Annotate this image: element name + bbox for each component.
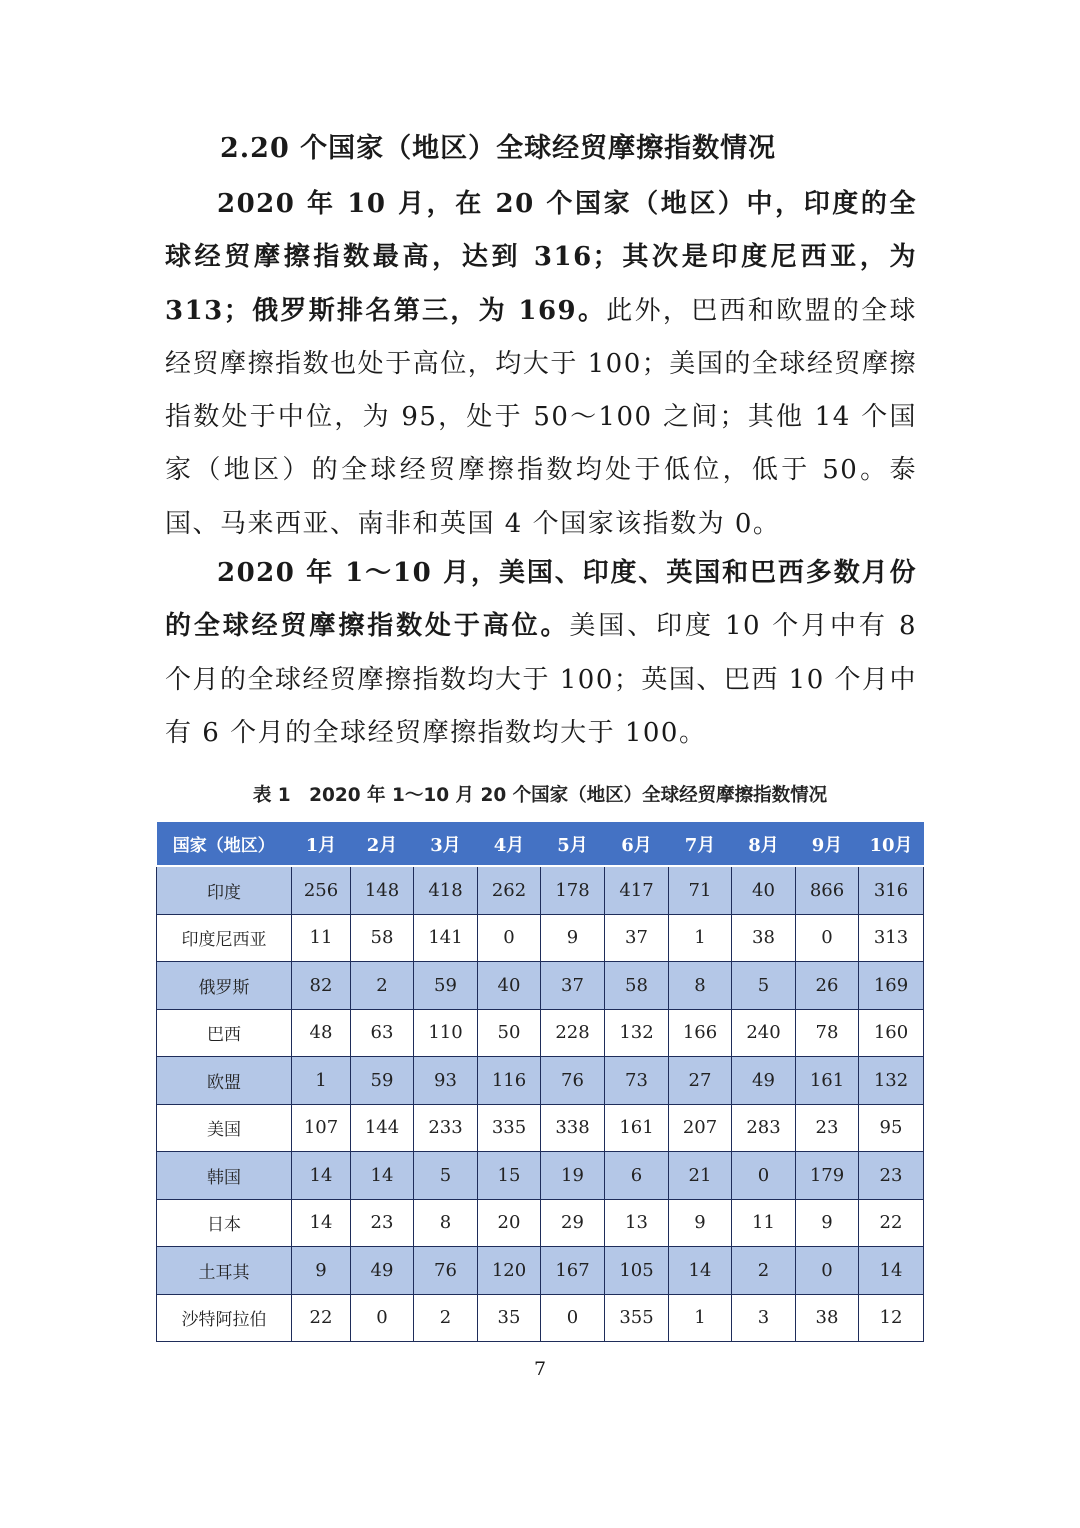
value-cell: 2 xyxy=(732,1247,796,1295)
country-cell: 韩国 xyxy=(157,1152,292,1200)
value-cell: 20 xyxy=(478,1199,541,1247)
value-cell: 283 xyxy=(732,1104,796,1152)
value-cell: 49 xyxy=(732,1057,796,1105)
value-cell: 63 xyxy=(351,1009,414,1057)
value-cell: 0 xyxy=(796,1247,859,1295)
value-cell: 9 xyxy=(541,914,605,962)
value-cell: 14 xyxy=(669,1247,732,1295)
value-cell: 29 xyxy=(541,1199,605,1247)
table-row xyxy=(157,1104,924,1152)
value-cell: 120 xyxy=(478,1247,541,1295)
value-cell: 2 xyxy=(351,962,414,1010)
value-cell: 59 xyxy=(414,962,478,1010)
value-cell: 5 xyxy=(414,1152,478,1200)
header-cell: 8月 xyxy=(732,822,796,866)
table-row xyxy=(157,1294,924,1342)
value-cell: 12 xyxy=(859,1294,924,1342)
table-row xyxy=(157,1247,924,1295)
value-cell: 8 xyxy=(414,1199,478,1247)
header-cell: 4月 xyxy=(478,822,541,866)
header-cell: 6月 xyxy=(605,822,669,866)
value-cell: 9 xyxy=(796,1199,859,1247)
table-row xyxy=(157,914,924,962)
value-cell: 132 xyxy=(859,1057,924,1105)
value-cell: 169 xyxy=(859,962,924,1010)
value-cell: 27 xyxy=(669,1057,732,1105)
country-cell: 欧盟 xyxy=(157,1057,292,1105)
value-cell: 23 xyxy=(796,1104,859,1152)
value-cell: 15 xyxy=(478,1152,541,1200)
value-cell: 22 xyxy=(859,1199,924,1247)
friction-index-table xyxy=(156,822,924,1342)
value-cell: 35 xyxy=(478,1294,541,1342)
value-cell: 11 xyxy=(732,1199,796,1247)
value-cell: 9 xyxy=(669,1199,732,1247)
value-cell: 58 xyxy=(351,914,414,962)
value-cell: 8 xyxy=(669,962,732,1010)
value-cell: 11 xyxy=(292,914,351,962)
value-cell: 107 xyxy=(292,1104,351,1152)
value-cell: 338 xyxy=(541,1104,605,1152)
value-cell: 116 xyxy=(478,1057,541,1105)
value-cell: 37 xyxy=(605,914,669,962)
country-cell: 巴西 xyxy=(157,1009,292,1057)
value-cell: 418 xyxy=(414,866,478,914)
value-cell: 0 xyxy=(351,1294,414,1342)
country-cell: 俄罗斯 xyxy=(157,962,292,1010)
value-cell: 0 xyxy=(541,1294,605,1342)
value-cell: 14 xyxy=(292,1152,351,1200)
paragraph-2-text: 美国、印度 10 个月中有 8 个月的全球经贸摩擦指数均大于 100；英国、巴西 10 个月中有 6 个月的全球经贸摩擦指数均大于 100。 xyxy=(165,611,918,748)
paragraph-1-bold: 2020 年 10 月，在 20 个国家（地区）中，印度的全球经贸摩擦指数最高，达到 316；其次是印度尼西亚，为 313；俄罗斯排名第三，为 169。 xyxy=(165,189,917,326)
value-cell: 313 xyxy=(859,914,924,962)
country-cell: 印度尼西亚 xyxy=(157,914,292,962)
value-cell: 207 xyxy=(669,1104,732,1152)
table-row xyxy=(157,866,924,914)
header-cell: 1月 xyxy=(292,822,351,866)
table-caption: 表 1 2020 年 1～10 月 20 个国家（地区）全球经贸摩擦指数情况 xyxy=(252,785,828,806)
country-cell: 沙特阿拉伯 xyxy=(157,1294,292,1342)
value-cell: 13 xyxy=(605,1199,669,1247)
table-row xyxy=(157,1199,924,1247)
table-body xyxy=(157,866,924,1342)
header-cell: 7月 xyxy=(669,822,732,866)
value-cell: 95 xyxy=(859,1104,924,1152)
value-cell: 40 xyxy=(478,962,541,1010)
value-cell: 161 xyxy=(796,1057,859,1105)
value-cell: 179 xyxy=(796,1152,859,1200)
value-cell: 19 xyxy=(541,1152,605,1200)
value-cell: 1 xyxy=(292,1057,351,1105)
value-cell: 38 xyxy=(732,914,796,962)
value-cell: 0 xyxy=(478,914,541,962)
value-cell: 335 xyxy=(478,1104,541,1152)
table-row xyxy=(157,1057,924,1105)
header-cell: 5月 xyxy=(541,822,605,866)
value-cell: 0 xyxy=(796,914,859,962)
value-cell: 38 xyxy=(796,1294,859,1342)
paragraph-2-bold: 2020 年 1～10 月，美国、印度、英国和巴西多数月份的全球经贸摩擦指数处于高位。 xyxy=(165,558,917,642)
value-cell: 1 xyxy=(669,914,732,962)
value-cell: 233 xyxy=(414,1104,478,1152)
value-cell: 82 xyxy=(292,962,351,1010)
value-cell: 49 xyxy=(351,1247,414,1295)
value-cell: 73 xyxy=(605,1057,669,1105)
value-cell: 76 xyxy=(414,1247,478,1295)
value-cell: 355 xyxy=(605,1294,669,1342)
value-cell: 148 xyxy=(351,866,414,914)
value-cell: 23 xyxy=(351,1199,414,1247)
value-cell: 256 xyxy=(292,866,351,914)
value-cell: 59 xyxy=(351,1057,414,1105)
header-cell: 国家（地区） xyxy=(157,822,292,866)
value-cell: 2 xyxy=(414,1294,478,1342)
value-cell: 6 xyxy=(605,1152,669,1200)
country-cell: 美国 xyxy=(157,1104,292,1152)
paragraph-2 xyxy=(165,547,917,760)
header-cell: 10月 xyxy=(859,822,924,866)
value-cell: 144 xyxy=(351,1104,414,1152)
value-cell: 40 xyxy=(732,866,796,914)
table-row xyxy=(157,1009,924,1057)
value-cell: 178 xyxy=(541,866,605,914)
value-cell: 262 xyxy=(478,866,541,914)
value-cell: 50 xyxy=(478,1009,541,1057)
value-cell: 228 xyxy=(541,1009,605,1057)
country-cell: 印度 xyxy=(157,866,292,914)
value-cell: 166 xyxy=(669,1009,732,1057)
value-cell: 26 xyxy=(796,962,859,1010)
value-cell: 78 xyxy=(796,1009,859,1057)
paragraph-1 xyxy=(165,178,917,551)
value-cell: 316 xyxy=(859,866,924,914)
value-cell: 132 xyxy=(605,1009,669,1057)
table-row xyxy=(157,1152,924,1200)
value-cell: 105 xyxy=(605,1247,669,1295)
table-row xyxy=(157,962,924,1010)
value-cell: 3 xyxy=(732,1294,796,1342)
value-cell: 160 xyxy=(859,1009,924,1057)
value-cell: 21 xyxy=(669,1152,732,1200)
paragraph-1-text: 此外，巴西和欧盟的全球经贸摩擦指数也处于高位，均大于 100；美国的全球经贸摩擦指数处于中位，为 95，处于 50～100 之间；其他 14 个国家（地区）的全球经贸摩擦指数均处于低位，低于 50。泰国、马来西亚、南非和英国 4 个国家该指数为 0。 xyxy=(165,295,917,539)
value-cell: 14 xyxy=(292,1199,351,1247)
value-cell: 110 xyxy=(414,1009,478,1057)
value-cell: 58 xyxy=(605,962,669,1010)
value-cell: 240 xyxy=(732,1009,796,1057)
header-cell: 3月 xyxy=(414,822,478,866)
value-cell: 48 xyxy=(292,1009,351,1057)
value-cell: 0 xyxy=(732,1152,796,1200)
section-heading: 2.20 个国家（地区）全球经贸摩擦指数情况 xyxy=(220,133,777,164)
country-cell: 土耳其 xyxy=(157,1247,292,1295)
value-cell: 167 xyxy=(541,1247,605,1295)
value-cell: 22 xyxy=(292,1294,351,1342)
value-cell: 93 xyxy=(414,1057,478,1105)
value-cell: 76 xyxy=(541,1057,605,1105)
value-cell: 866 xyxy=(796,866,859,914)
page-number: 7 xyxy=(533,1358,547,1380)
value-cell: 1 xyxy=(669,1294,732,1342)
value-cell: 417 xyxy=(605,866,669,914)
country-cell: 日本 xyxy=(157,1199,292,1247)
value-cell: 5 xyxy=(732,962,796,1010)
value-cell: 9 xyxy=(292,1247,351,1295)
value-cell: 23 xyxy=(859,1152,924,1200)
value-cell: 71 xyxy=(669,866,732,914)
value-cell: 37 xyxy=(541,962,605,1010)
header-cell: 2月 xyxy=(351,822,414,866)
value-cell: 141 xyxy=(414,914,478,962)
value-cell: 161 xyxy=(605,1104,669,1152)
value-cell: 14 xyxy=(859,1247,924,1295)
table-header-row xyxy=(157,822,924,866)
header-cell: 9月 xyxy=(796,822,859,866)
value-cell: 14 xyxy=(351,1152,414,1200)
